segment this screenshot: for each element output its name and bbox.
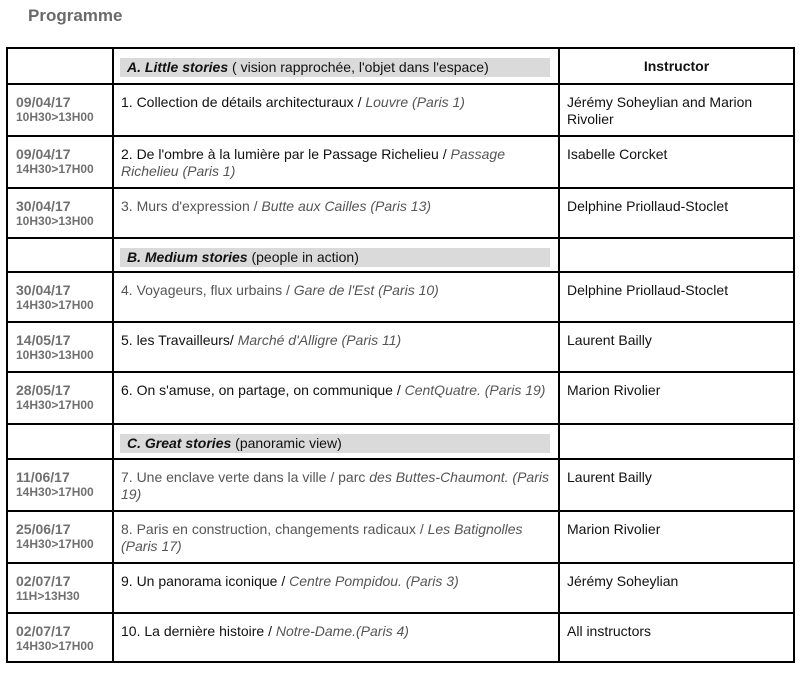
activity-cell [113,372,559,424]
activity-cell [113,613,559,662]
instructor-cell [559,459,794,511]
activity-cell [113,563,559,613]
section-title-cell [113,238,559,272]
session-row [7,84,794,136]
section-header-row [7,424,794,459]
activity-cell [113,136,559,188]
date-cell [7,563,113,613]
session-date: 30/04/17 [16,282,71,298]
empty-cell [559,424,794,459]
instructor-column-header: Instructor [559,48,794,84]
section-title-cell [113,424,559,459]
section-title-cell [113,48,559,84]
date-cell [7,188,113,238]
instructor-cell [559,136,794,188]
instructor-cell [559,563,794,613]
session-time: 14H30>17H00 [16,298,94,312]
session-time: 14H30>17H00 [16,639,94,653]
activity-location: Marché d'Alligre (Paris 11) [237,332,402,348]
activity-title: 9. Un panorama iconique / [121,573,290,589]
date-cell [7,272,113,322]
instructor-name: Jérémy Soheylian [567,573,679,589]
page-title: Programme [28,6,123,25]
session-time: 14H30>17H00 [16,537,94,551]
session-time: 14H30>17H00 [16,485,94,499]
instructor-name: Delphine Priollaud-Stoclet [567,198,729,214]
instructor-name: Marion Rivolier [567,382,661,398]
activity-location: CentQuatre. (Paris 19) [404,382,546,398]
section-subtitle: (people in action) [247,249,359,265]
date-cell [7,459,113,511]
activity-cell [113,322,559,372]
section-header-row [7,238,794,272]
section-header-row [7,48,794,84]
session-date: 09/04/17 [16,146,71,162]
session-date: 02/07/17 [16,573,71,589]
session-time: 11H>13H30 [16,589,80,603]
instructor-cell [559,511,794,563]
section-title: C. Great stories [127,435,232,451]
session-row [7,188,794,238]
instructor-cell [559,322,794,372]
activity-title: 5. les Travailleurs/ [121,332,238,348]
session-date: 09/04/17 [16,94,71,110]
instructor-name: All instructors [567,623,652,639]
session-row [7,459,794,511]
session-row [7,322,794,372]
activity-title: 2. De l'ombre à la lumière par le Passage Richelieu / [121,146,451,162]
session-time: 10H30>13H00 [16,110,94,124]
empty-cell [7,48,113,84]
session-row [7,563,794,613]
instructor-cell [559,188,794,238]
date-cell [7,84,113,136]
activity-title: 8. Paris en construction, changements radicaux / [121,521,428,537]
instructor-cell [559,613,794,662]
activity-title: 3. Murs d'expression / [121,198,262,214]
instructor-name: Laurent Bailly [567,469,652,485]
section-title: B. Medium stories [127,249,248,265]
activity-location: Gare de l'Est (Paris 10) [293,282,439,298]
session-time: 14H30>17H00 [16,162,94,176]
section-subtitle: (panoramic view) [231,435,342,451]
session-row [7,272,794,322]
date-cell [7,613,113,662]
activity-location: des Buttes-Chaumont. (Paris 19) [121,469,549,502]
activity-cell [113,188,559,238]
session-row [7,613,794,662]
activity-cell [113,272,559,322]
date-cell [7,511,113,563]
date-cell [7,322,113,372]
instructor-cell [559,84,794,136]
activity-title: 4. Voyageurs, flux urbains / [121,282,294,298]
session-date: 25/06/17 [16,521,71,537]
activity-location: Notre-Dame.(Paris 4) [275,623,409,639]
instructor-name: Marion Rivolier [567,521,661,537]
activity-location: Centre Pompidou. (Paris 3) [289,573,459,589]
instructor-name: Isabelle Corcket [567,146,668,162]
session-date: 11/06/17 [16,469,70,485]
empty-cell [7,238,113,272]
activity-cell [113,459,559,511]
empty-cell [7,424,113,459]
activity-location: Louvre (Paris 1) [365,94,465,110]
session-row [7,136,794,188]
activity-title: 10. La dernière histoire / [121,623,276,639]
activity-title: 7. Une enclave verte dans la ville / parc [121,469,370,485]
activity-location: Les Batignolles (Paris 17) [121,521,523,554]
instructor-name: Delphine Priollaud-Stoclet [567,282,729,298]
section-subtitle: ( vision rapprochée, l'objet dans l'espace) [228,59,489,75]
date-cell [7,372,113,424]
instructor-name: Laurent Bailly [567,332,652,348]
activity-cell [113,511,559,563]
session-date: 30/04/17 [16,198,71,214]
programme-table [6,47,795,663]
session-row [7,511,794,563]
date-cell [7,136,113,188]
empty-cell [559,238,794,272]
activity-cell [113,84,559,136]
session-row [7,372,794,424]
session-time: 10H30>13H00 [16,214,94,228]
activity-location: Passage Richelieu (Paris 1) [121,146,505,179]
session-time: 10H30>13H00 [16,348,94,362]
activity-title: 6. On s'amuse, on partage, on communique / [121,382,405,398]
session-date: 02/07/17 [16,623,71,639]
session-time: 14H30>17H00 [16,398,94,412]
section-title: A. Little stories [127,59,229,75]
instructor-name: Jérémy Soheylian and Marion Rivolier [567,94,753,127]
session-date: 28/05/17 [16,382,71,398]
instructor-cell [559,272,794,322]
session-date: 14/05/17 [16,332,71,348]
activity-location: Butte aux Cailles (Paris 13) [261,198,432,214]
activity-title: 1. Collection de détails architecturaux / [121,94,366,110]
instructor-cell [559,372,794,424]
